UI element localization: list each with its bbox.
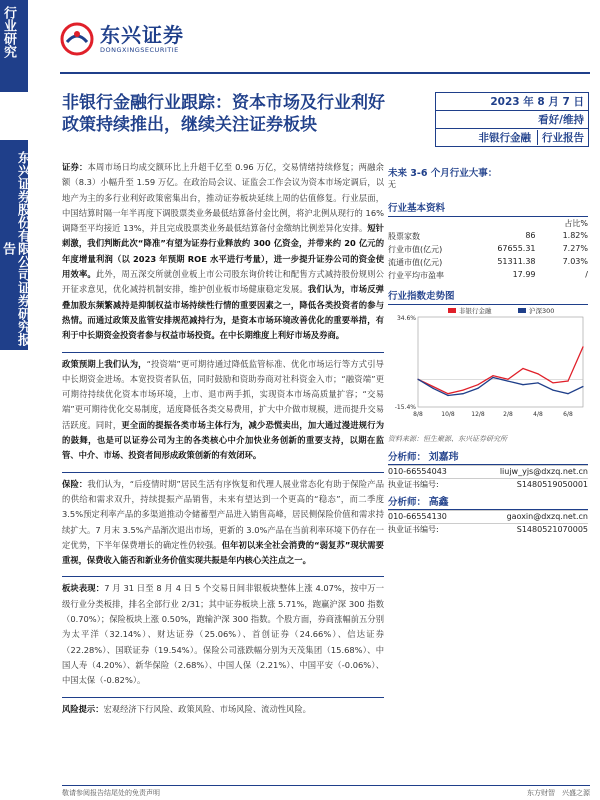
- x-tick-label: 6/8: [563, 411, 573, 418]
- data-point-0: [492, 375, 493, 376]
- data-point-1: [462, 393, 463, 394]
- legend-swatch: [448, 308, 456, 313]
- paragraph-bold: 我们认为，市场反弹叠加股东频繁减持是抑制权益市场持续性行情的重要因素之一，降低各类投资者的参与热情。而通过政策及监管安排规范减持行为，是资本市场环境改善优化的重要举措，有利于中长期资金投资者参与权益市场投资。在中长期维度上利好市场及券商。: [62, 284, 384, 341]
- analyst-label: 分析师：: [388, 497, 427, 508]
- data-point-1: [507, 380, 508, 381]
- report-tags: [436, 129, 588, 146]
- table-cell-value: 51311.38: [497, 257, 536, 266]
- legend-swatch: [518, 308, 526, 313]
- table-cell-label: 行业市值(亿元): [388, 245, 443, 254]
- side-tab-industry-research: [0, 0, 28, 92]
- table-row: [388, 230, 588, 243]
- paragraph-lead: 风险提示：: [62, 703, 104, 714]
- data-point-0: [582, 346, 583, 347]
- data-point-0: [462, 389, 463, 390]
- chart-section-title: 行业指数走势图: [388, 288, 588, 305]
- data-point-1: [417, 379, 418, 380]
- footer-disclaimer: 敬请参阅报告结尾处的免责声明: [62, 789, 160, 797]
- table-header-cell: 占比%: [564, 219, 588, 228]
- analyst-phone: 010-66554043: [388, 467, 447, 476]
- sidebar: [388, 165, 588, 305]
- analyst-cert-row: [388, 523, 588, 536]
- paragraph-policy: [62, 352, 384, 464]
- x-tick-label: 12/8: [471, 411, 485, 418]
- paragraph-bold: 短针刺激，我们判断此次“降准”有望为证券行业释放约 300 亿资金，并带来约 20 亿元的年度增量利润（以 2023 年预期 ROE 水平进行考量），进一步提升证券公司的资金使用效率。: [62, 223, 384, 280]
- data-point-1: [537, 382, 538, 383]
- table-cell-pct: 7.03%: [562, 257, 588, 266]
- report-body: [62, 160, 384, 725]
- paragraph-lead: 证券：: [62, 162, 88, 172]
- y-tick-label: 34.6%: [396, 315, 416, 322]
- legend-label: 沪深300: [529, 307, 555, 315]
- paragraph-text: 7 月 31 日至 8 月 4 日 5 个交易日间非银板块整体上涨 4.07%，按中万一级行业分类板排，排名全部行业 2/31；其中证券板块上涨 5.71%，跑赢沪深 300 指数（0.70%）；保险板块上涨 0.50%，跑输沪深 300 指数。个股方面，券商涨幅前五分别为太平洋（32.14%）、财达证券（25.06%）、首创证券（24.66%）、信达证券（22.28%）、国联证券（19.54%）。保险公司涨跌幅分别为天茂集团（15.68%）、中国人寿（4.20%）、新华保险（2.68%）、中国人保（2.21%）、中国平安（-0.06%）、中国太保（-0.82%）。: [62, 583, 384, 686]
- chart-source: 资料来源：恒生聚源、东兴证券研究所: [388, 435, 507, 443]
- analyst-email: gaoxin@dxzq.net.cn: [506, 512, 588, 521]
- x-tick-label: 8/8: [413, 411, 423, 418]
- company-logo: [60, 22, 184, 56]
- table-cell-pct: 7.27%: [562, 244, 588, 253]
- analyst-cert: S1480521070005: [516, 525, 588, 534]
- analyst-contact-row: [388, 510, 588, 523]
- report-date: 2023 年 8 月 7 日: [436, 93, 588, 111]
- paragraph-performance: [62, 576, 384, 688]
- paragraph-bold: 但年初以来全社会消费的“弱复苏”现状需要重视，保费收入能否和新业务价值实现共振是年内核心关注点之一。: [62, 539, 384, 566]
- analyst-cert-row: [388, 478, 588, 491]
- report-rating: 看好/维持: [436, 111, 588, 129]
- data-point-0: [567, 380, 568, 381]
- table-cell-pct: /: [585, 270, 588, 279]
- side-tab-company: [0, 140, 28, 350]
- page-footer: [62, 785, 590, 798]
- paragraph-lead: 政策预期上我们认为，: [62, 358, 147, 369]
- data-point-0: [477, 384, 478, 385]
- analyst-cert-label: 执业证书编号:: [388, 480, 439, 489]
- paragraph-securities: [62, 160, 384, 344]
- report-type-tag: 行业报告: [537, 130, 584, 145]
- events-value: 无: [388, 180, 396, 189]
- x-tick-label: 10/8: [441, 411, 455, 418]
- industry-tag: 非银行金融: [478, 132, 531, 144]
- logo-icon: [60, 22, 94, 56]
- analyst-label: 分析师：: [388, 452, 427, 463]
- x-tick-label: 2/8: [503, 411, 513, 418]
- data-point-1: [432, 388, 433, 389]
- analyst-block: [388, 452, 588, 536]
- table-cell-label: 行业平均市盈率: [388, 271, 444, 280]
- data-point-0: [552, 382, 553, 383]
- series-line-1: [418, 377, 583, 395]
- side-tab-company-label: 东兴证券股份有限公司证券研究报告: [0, 150, 30, 346]
- analyst-cert: S1480519050001: [516, 480, 588, 489]
- events-title: 未来 3-6 个月行业大事：: [388, 168, 498, 179]
- data-point-1: [567, 393, 568, 394]
- data-point-1: [492, 377, 493, 378]
- analyst-contact-row: [388, 465, 588, 478]
- data-point-0: [507, 379, 508, 380]
- table-header: [388, 217, 588, 230]
- data-point-0: [447, 393, 448, 394]
- paragraph-insurance: [62, 472, 384, 569]
- report-title: 非银行金融行业跟踪：资本市场及行业利好政策持续推出，继续关注证券板块: [62, 93, 385, 135]
- paragraph-text: 我们认为，“后疫情时期”居民生活有序恢复和代理人展业常态化有助于保险产品的供给和需求双升，持续提振产品销售，未来有望达到一个更高的“稳态”，而二季度 3.5%预定利率产品的多渠道推动令储蓄型产品进入销售高峰，居民侧保险价值和需求持续扩大。7 月末 3.5%产品渐次退出市场，更新的 3.0%产品在当前利率环境下仍存在一定优势，下半年保费增长的确定性仍较强。: [62, 478, 384, 550]
- industry-data-title: 行业基本资料: [388, 200, 588, 217]
- industry-index-chart: [388, 305, 588, 430]
- data-point-1: [447, 395, 448, 396]
- table-cell-pct: 1.82%: [562, 231, 588, 240]
- paragraph-bold: 更全面的提振各类市场主体行为，减少恐慌卖出，加大通过漫进规行为的鼓舞，也是可以证券公司为主的各类核心中介加快业务创新的重要支持，以期在监管、中介、市场、投资者间形成政策创新的有效闭环。: [62, 419, 384, 461]
- paragraph-text: 本周市场日均成交额环比上升超千亿至 0.96 万亿，交易情绪持续修复；两融余额（8.3）小幅升至 1.59 万亿。在政治局会议、证监会工作会议为资本市场定调后，以地产为主的多行业利好政策密集出台，推动证券板块延续上周的估值修复。行业层面，中国结算时隔一年半再度下调股票类业务最低结算备付金比例，将沪北例从现行的 16%调降至平均接近 13%，并且完成股票类业务最低结算备付金缴纳比例差异化安排。: [62, 162, 384, 234]
- paragraph-text: 此外，周五深交所就创业板上市公司股东询价转让和配售方式减持股份规则公开征求意见，优化减持机制安排，维护创业板市场健康稳定发展。: [62, 269, 384, 295]
- footer-slogan: 东方财智 兴盛之源: [527, 789, 590, 797]
- table-cell-label: 流通市值(亿元): [388, 258, 443, 267]
- table-cell-value: 17.99: [512, 270, 536, 279]
- paragraph-lead: 保险：: [62, 478, 88, 489]
- data-point-1: [582, 386, 583, 387]
- table-row: [388, 269, 588, 282]
- logo-text: 东兴证券: [100, 23, 184, 47]
- legend-label: 非银行金融: [459, 307, 492, 315]
- analyst-name: 刘嘉玮: [428, 452, 459, 463]
- header-rule: [60, 72, 590, 74]
- series-line-0: [418, 347, 583, 394]
- side-tab-industry-research-label: 行业研究: [1, 6, 16, 58]
- analyst-email: liujw_yjs@dxzq.net.cn: [499, 467, 588, 476]
- table-cell-value: 86: [525, 231, 536, 240]
- data-point-0: [537, 373, 538, 374]
- table-cell-label: 股票家数: [388, 232, 420, 241]
- data-point-1: [552, 389, 553, 390]
- table-row: [388, 243, 588, 256]
- paragraph-lead: 板块表现：: [62, 583, 105, 594]
- table-header-cell: [388, 218, 468, 229]
- data-point-1: [522, 384, 523, 385]
- data-point-0: [522, 368, 523, 369]
- paragraph-risk: [62, 697, 384, 717]
- table-header-cell: [481, 218, 536, 229]
- analyst-cert-label: 执业证书编号:: [388, 525, 439, 534]
- table-row: [388, 256, 588, 269]
- report-info-box: [435, 92, 589, 147]
- x-tick-label: 4/8: [533, 411, 543, 418]
- paragraph-text: “投资端”更可期待通过降低监管标准、优化市场运行等方式引导中长期资金进场。本宽投资者队伍，同时鼓励和资助券商对社科资金入市；“融资端”更可期待持续优化资本市场环境，上市、退市两手抓，实现资本市场高质量扩容；“交易端”更可期待优化交易制度，适度降低各类交易费用，扩大中介做市规模，进而提升交易活跃度。同时，: [62, 358, 384, 430]
- paragraph-text: 宏观经济下行风险、政策风险、市场风险、流动性风险。: [103, 703, 311, 714]
- data-point-1: [477, 388, 478, 389]
- table-cell-value: 67655.31: [497, 244, 536, 253]
- y-tick-label: -15.4%: [394, 404, 416, 411]
- data-point-0: [432, 386, 433, 387]
- logo-subtext: DONGXINGSECURITIE: [100, 46, 179, 54]
- analyst-name: 高鑫: [428, 497, 449, 508]
- analyst-phone: 010-66554130: [388, 512, 447, 521]
